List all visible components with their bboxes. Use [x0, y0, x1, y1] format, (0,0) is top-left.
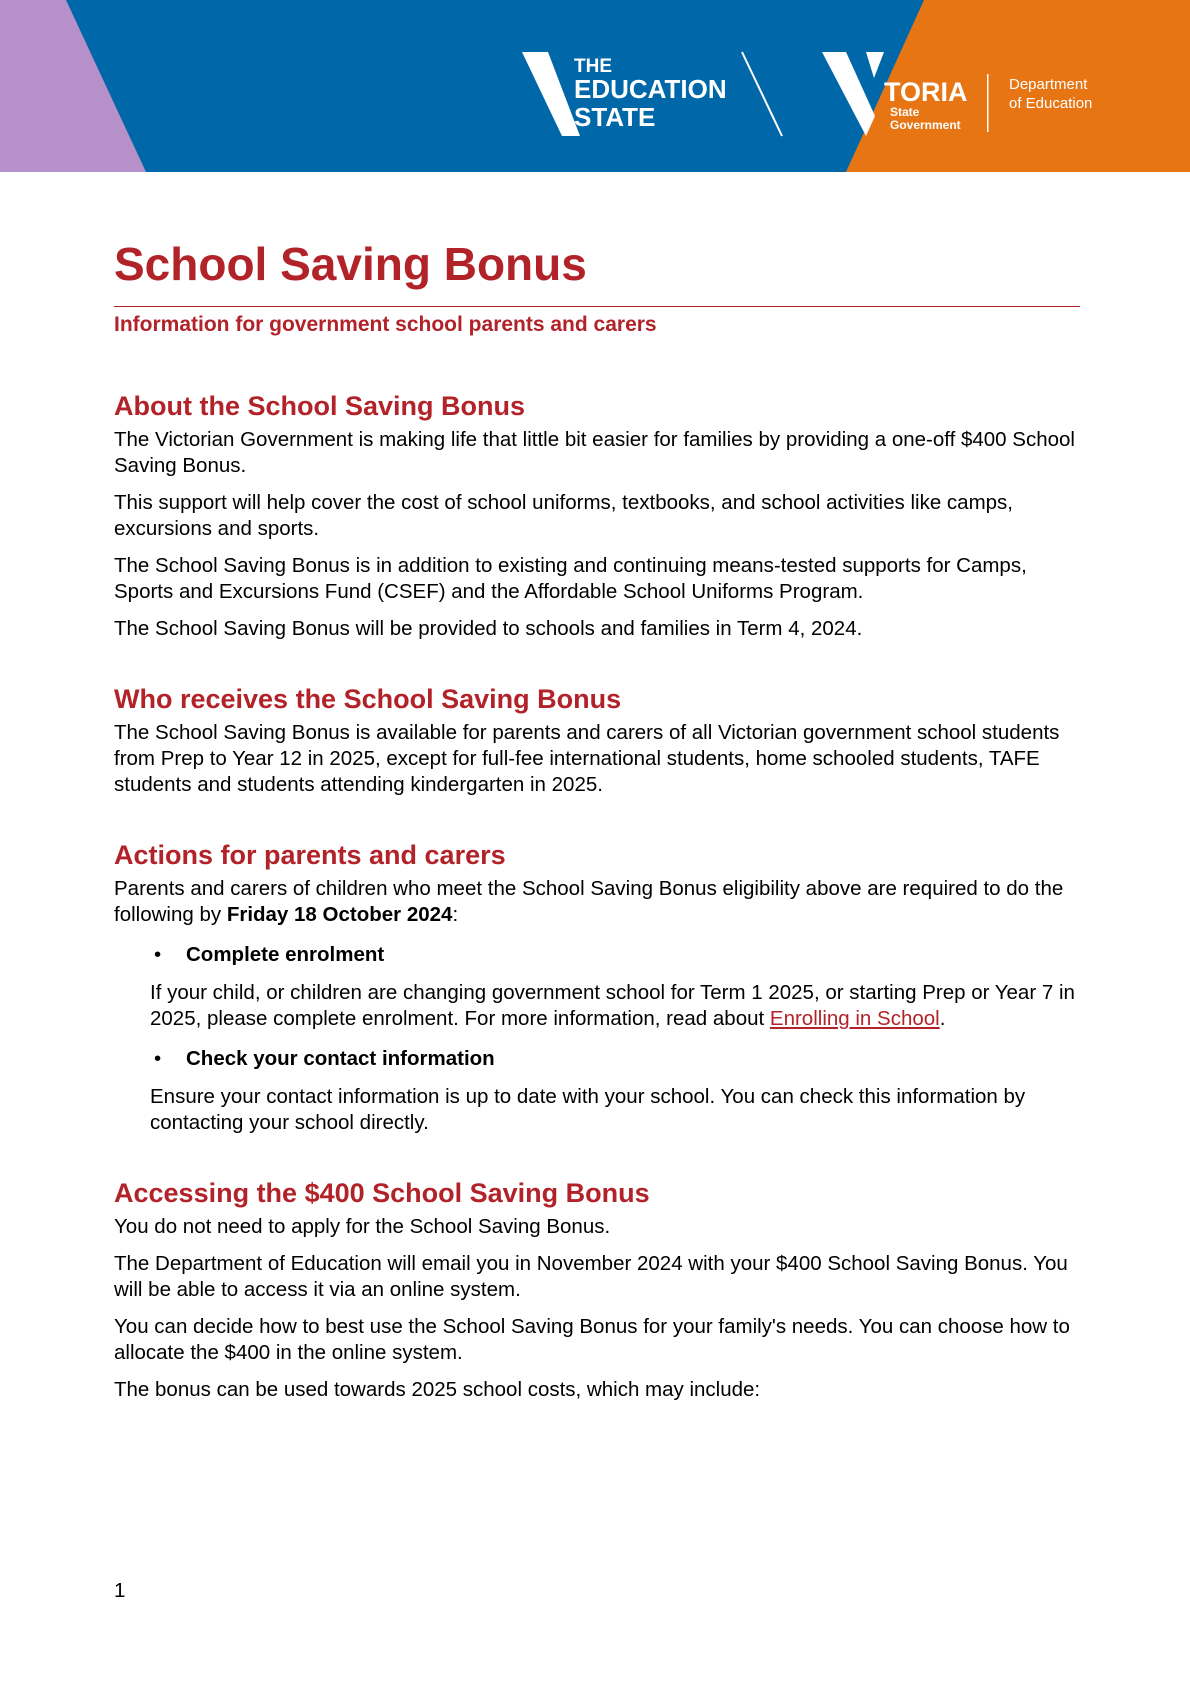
- section-about: [114, 389, 1080, 642]
- list-item-complete-enrolment: [114, 942, 1080, 968]
- section-actions: [114, 838, 1080, 1136]
- section-accessing: [114, 1176, 1080, 1403]
- intro-text: Parents and carers of children who meet the School Saving Bonus eligibility above are required to do the following by: [114, 877, 1064, 926]
- paragraph: The School Saving Bonus will be provided to schools and families in Term 4, 2024.: [114, 617, 863, 640]
- department-line-2: of Education: [1009, 95, 1093, 112]
- paragraph: The bonus can be used towards 2025 school costs, which may include:: [114, 1378, 761, 1401]
- logo-divider: [987, 74, 989, 132]
- logo-line-2: EDUCATION: [574, 74, 727, 104]
- document-content: [114, 236, 1080, 1403]
- section-heading-accessing: Accessing the $400 School Saving Bonus: [114, 1178, 650, 1208]
- section-who-receives: [114, 682, 1080, 798]
- deadline-date: Friday 18 October 2024: [226, 903, 453, 926]
- victoria-sub-line-1: State: [890, 105, 920, 119]
- bullet-icon: •: [154, 1047, 162, 1070]
- page-subtitle: Information for government school parents and carers: [114, 313, 657, 336]
- section-heading-actions: Actions for parents and carers: [114, 840, 506, 870]
- banner-graphic: [0, 0, 1190, 172]
- page-number: 1: [114, 1579, 126, 1602]
- title-divider: [114, 306, 1080, 307]
- section-heading-who-receives: Who receives the School Saving Bonus: [114, 684, 622, 714]
- department-line-1: Department: [1009, 76, 1088, 93]
- paragraph: This support will help cover the cost of school uniforms, textbooks, and school activities like camps, excursions and sports.: [114, 491, 1013, 540]
- paragraph: The Department of Education will email you in November 2024 with your $400 School Saving Bonus. You will be able to access it via an online system.: [114, 1252, 1068, 1301]
- paragraph: You do not need to apply for the School Saving Bonus.: [114, 1215, 611, 1238]
- page-title: School Saving Bonus: [114, 238, 587, 290]
- list-item-end: .: [939, 1007, 946, 1030]
- list-item-text: If your child, or children are changing government school for Term 1 2025, or starting Prep or Year 7 in 2025, please complete enrolment. For more information, read about: [150, 981, 1075, 1030]
- paragraph: The Victorian Government is making life that little bit easier for families by providing a one-off $400 School Saving Bonus.: [114, 428, 1075, 477]
- logo-line-1: THE: [574, 56, 612, 77]
- enrolling-in-school-link[interactable]: Enrolling in School: [769, 1007, 940, 1030]
- header-banner: [0, 0, 1190, 172]
- bullet-icon: •: [154, 943, 162, 966]
- victoria-wordmark: TORIA: [884, 77, 968, 107]
- victoria-sub-line-2: Government: [890, 118, 961, 132]
- paragraph: The School Saving Bonus is in addition to existing and continuing means-tested supports for Camps, Sports and Excursions Fund (CSEF) and the Affordable School Uniforms Program.: [114, 554, 1027, 603]
- list-item-heading: Check your contact information: [186, 1047, 495, 1070]
- paragraph: The School Saving Bonus is available for parents and carers of all Victorian government school students from Prep to Year 12 in 2025, except for full-fee international students, home schooled students, TAFE students and students attending kindergarten in 2025.: [114, 721, 1060, 796]
- list-item-heading: Complete enrolment: [186, 943, 385, 966]
- list-item-check-contact: [114, 1046, 1080, 1072]
- list-item-body: [150, 980, 1080, 1032]
- list-item-body: Ensure your contact information is up to date with your school. You can check this information by contacting your school directly.: [150, 1085, 1026, 1134]
- logo-line-3: STATE: [574, 102, 656, 132]
- actions-intro: [114, 876, 1080, 928]
- section-heading-about: About the School Saving Bonus: [114, 391, 525, 421]
- intro-end: :: [452, 903, 459, 926]
- paragraph: You can decide how to best use the School Saving Bonus for your family's needs. You can choose how to allocate the $400 in the online system.: [114, 1315, 1070, 1364]
